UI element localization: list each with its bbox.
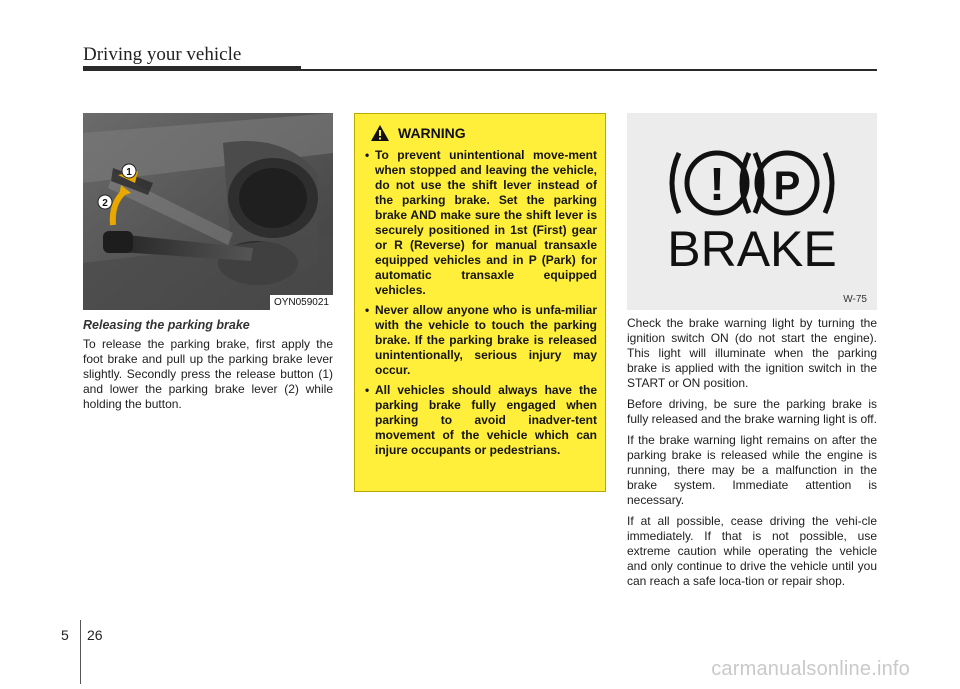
callout-1: 1 [126,167,132,178]
watermark: carmanualsonline.info [711,658,910,680]
warning-item: • Never allow anyone who is unfa-miliar with the vehicle to touch the parking brake. If the parking brake is released unintentionally, serious injury may occur. [365,303,597,378]
footer-divider [80,620,81,684]
warning-title: WARNING [398,125,466,141]
footer-page-number: 26 [87,627,103,643]
warning-triangle-icon [370,124,390,142]
brake-label: BRAKE [667,221,837,277]
parking-brake-illustration [83,113,333,310]
footer-section-number: 5 [61,627,69,643]
brake-image-code: W-75 [843,294,867,305]
header-rule-thick [83,66,301,71]
callout-2: 2 [102,198,108,209]
warning-header [370,124,597,142]
paragraph-check-light: Check the brake warning light by turning the ignition switch ON (do not start the engine). This light will illuminate when the parking brake is applied with the ignition switch in the START or ON position. [627,316,877,390]
right-column [627,316,877,595]
section-title: Driving your vehicle [83,44,242,65]
brake-warning-symbol [627,113,877,310]
parking-p-symbol: P [773,164,801,208]
subheading-releasing: Releasing the parking brake [83,318,250,332]
warning-item: • To prevent unintentional move-ment when stopped and leaving the vehicle, do not use the shift lever instead of the parking brake. Set the parking brake AND make sure the shift lever is securely positioned in 1st (First) gear or R (Reverse) for manual transaxle equipped vehicles and in P (Park) for automatic transaxle equipped vehicles. [365,148,597,298]
brake-warning-light-image [627,113,877,310]
paragraph-release-instructions: To release the parking brake, first apply the foot brake and pull up the parking brake lever slightly. Secondly press the release button (1) and lower the parking brake lever (2) while holding the button. [83,337,333,411]
paragraph-before-driving: Before driving, be sure the parking brake is fully released and the brake warning light is off. [627,397,877,426]
parking-brake-photo [83,113,333,310]
header-rule-thin [301,69,877,71]
paragraph-malfunction: If the brake warning light remains on after the parking brake is released while the engine is running, there may be a malfunction in the brake system. Immediate attention is necessary. [627,433,877,507]
left-column [83,318,333,418]
exclamation-symbol: ! [709,158,725,210]
warning-item: • All vehicles should always have the parking brake fully engaged when parking to avoid inadver-tent movement of the vehicle which can injure occupants or pedestrians. [365,383,597,458]
paragraph-cease-driving: If at all possible, cease driving the vehi-cle immediately. If that is not possible, use extreme caution while operating the vehicle and only continue to drive the vehicle until you can reach a safe loca-tion or repair shop. [627,514,877,588]
warning-list [365,148,597,458]
photo-caption: OYN059021 [270,295,333,310]
warning-box [354,113,606,492]
